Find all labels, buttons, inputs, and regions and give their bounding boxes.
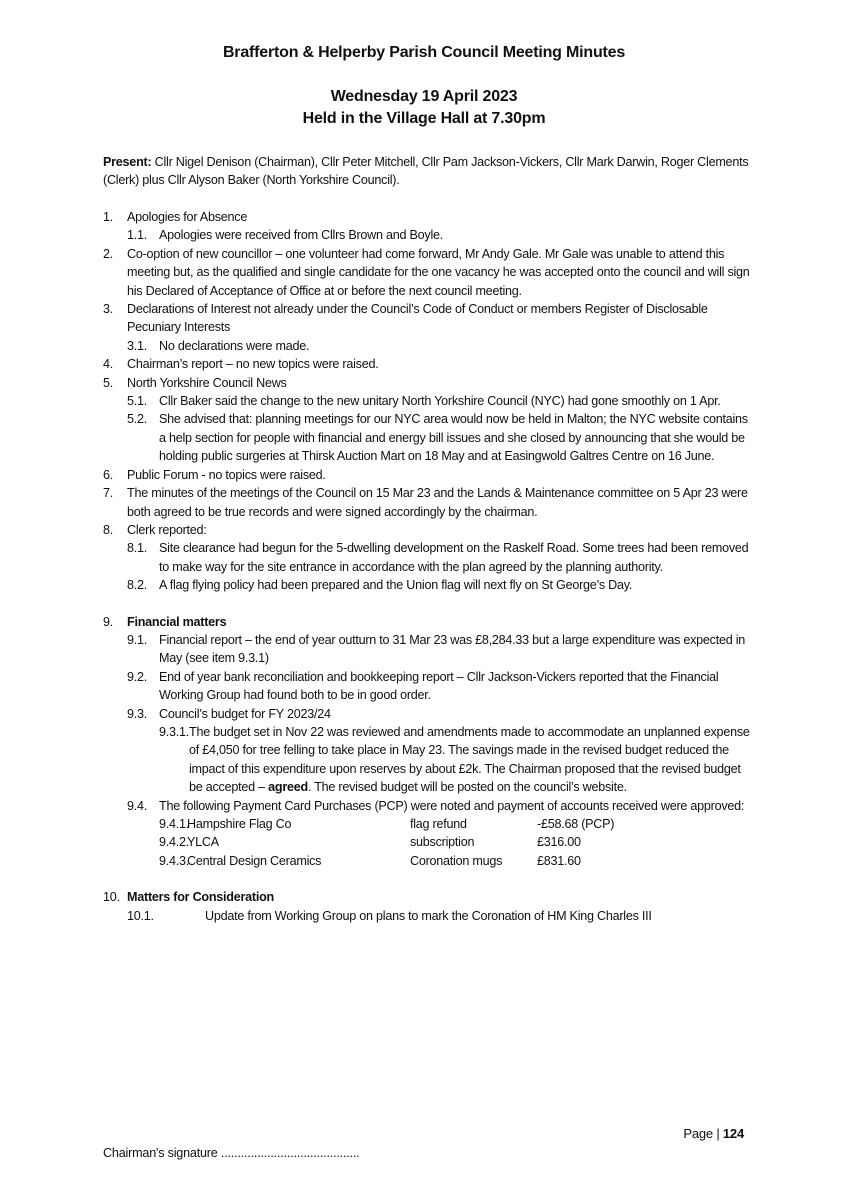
item-text: The minutes of the meetings of the Council on 15 Mar 23 and the Lands & Maintenance committee on 5 Apr 23 were both agreed to be true records and were signed accordingly by the chairman. bbox=[127, 486, 748, 519]
item-text: Financial report – the end of year outturn to 31 Mar 23 was £8,284.33 but a large expenditure was expected in May (see item 9.3.1) bbox=[159, 632, 746, 666]
item-number: 10.1. bbox=[127, 908, 154, 923]
item-3 bbox=[103, 300, 753, 337]
page-number bbox=[683, 1126, 744, 1141]
item-heading: Financial matters bbox=[127, 614, 227, 629]
spacer bbox=[103, 870, 753, 888]
item-3-1 bbox=[103, 337, 753, 355]
attendees-paragraph bbox=[103, 153, 753, 190]
item-number: 9.1. bbox=[127, 632, 148, 647]
item-heading: Matters for Consideration bbox=[127, 890, 274, 905]
item-number: 5.2. bbox=[127, 412, 148, 427]
item-8-2 bbox=[103, 576, 753, 594]
item-text: Clerk reported: bbox=[127, 522, 207, 537]
item-text: North Yorkshire Council News bbox=[127, 375, 287, 390]
item-9-3-1 bbox=[103, 723, 753, 797]
item-number: 2. bbox=[103, 246, 114, 261]
payment-vendor: YLCA bbox=[187, 835, 219, 850]
payments-table bbox=[103, 815, 753, 870]
item-number: 9.4. bbox=[127, 798, 148, 813]
payment-number: 9.4.3. bbox=[159, 853, 190, 868]
item-text: No declarations were made. bbox=[159, 338, 310, 353]
item-text: Council’s budget for FY 2023/24 bbox=[159, 706, 331, 721]
item-text: Declarations of Interest not already under the Council’s Code of Conduct or members Register of Disclosable Pecuniary Interests bbox=[127, 302, 708, 335]
payment-description: Coronation mugs bbox=[410, 853, 503, 868]
item-text-cont: . The revised budget will be posted on the council’s website. bbox=[307, 780, 627, 795]
page-value: 124 bbox=[722, 1126, 744, 1141]
item-text: Update from Working Group on plans to mark the Coronation of HM King Charles III bbox=[205, 908, 652, 923]
present-label: Present: bbox=[103, 155, 152, 169]
agreed-text: agreed bbox=[268, 780, 308, 795]
item-number: 4. bbox=[103, 357, 114, 372]
item-10 bbox=[103, 888, 753, 906]
item-2 bbox=[103, 245, 753, 300]
item-number: 9.2. bbox=[127, 669, 148, 684]
payment-row bbox=[103, 815, 753, 833]
item-number: 9.3.1. bbox=[159, 724, 190, 739]
item-1-1 bbox=[103, 226, 753, 244]
item-1 bbox=[103, 208, 753, 226]
item-number: 6. bbox=[103, 467, 114, 482]
item-number: 1. bbox=[103, 210, 114, 224]
meeting-date: Wednesday 19 April 2023 bbox=[330, 88, 518, 105]
item-8-1 bbox=[103, 539, 753, 576]
spacer bbox=[103, 595, 753, 613]
payment-amount: £831.60 bbox=[537, 853, 581, 868]
minutes-list bbox=[103, 208, 753, 925]
payment-description: flag refund bbox=[410, 817, 467, 831]
item-text: She advised that: planning meetings for our NYC area would now be held in Malton; the NYC website contains a help section for people with financial and energy bill issues and she closed by announcing that she would be holding public surgeries at Thirsk Auction Mart on 18 May and at Easingwold Galtres Centre on 16 June. bbox=[159, 412, 748, 464]
item-text: A flag flying policy had been prepared and the Union flag will next fly on St George’s Day. bbox=[159, 578, 633, 593]
item-9-3 bbox=[103, 705, 753, 723]
item-text: Co-option of new councillor – one volunteer had come forward, Mr Andy Gale. Mr Gale was unable to attend this meeting but, as the qualified and single candidate for the one vacancy he was accepted onto the council and will sign his Declared of Acceptance of Office at or before the next council meeting. bbox=[127, 246, 750, 298]
item-number: 8.1. bbox=[127, 541, 148, 556]
item-number: 5.1. bbox=[127, 394, 148, 409]
payment-amount: -£58.68 (PCP) bbox=[537, 817, 615, 831]
item-number: 3. bbox=[103, 302, 114, 317]
item-number: 5. bbox=[103, 375, 114, 390]
item-9-4 bbox=[103, 797, 753, 815]
item-7 bbox=[103, 484, 753, 521]
payment-row bbox=[103, 833, 753, 851]
item-text: Public Forum - no topics were raised. bbox=[127, 467, 326, 482]
item-text: Apologies for Absence bbox=[127, 210, 248, 224]
payment-number: 9.4.1. bbox=[159, 817, 190, 831]
item-text: Chairman’s report – no new topics were raised. bbox=[127, 357, 379, 372]
meeting-venue: Held in the Village Hall at 7.30pm bbox=[302, 110, 546, 127]
payment-vendor: Central Design Ceramics bbox=[187, 853, 322, 868]
item-number: 10. bbox=[103, 890, 120, 905]
item-number: 3.1. bbox=[127, 338, 148, 353]
item-10-1 bbox=[103, 907, 753, 925]
item-number: 9. bbox=[103, 614, 114, 629]
item-text: The following Payment Card Purchases (PCP) were noted and payment of accounts received were approved: bbox=[159, 798, 745, 813]
payment-amount: £316.00 bbox=[537, 835, 581, 850]
item-8 bbox=[103, 521, 753, 539]
item-9-1 bbox=[103, 631, 753, 668]
item-text: The budget set in Nov 22 was reviewed and amendments made to accommodate an unplanned expense of £4,050 for tree felling to take place in May 23. The savings made in the revised budget reduced the impact of this expenditure upon reserves by about £2k. The Chairman proposed that the revised budget be accepted – bbox=[189, 724, 750, 795]
item-text: End of year bank reconciliation and bookkeeping report – Cllr Jackson-Vickers reported that the Financial Working Group had found both to be in good order. bbox=[159, 669, 719, 703]
item-number: 7. bbox=[103, 486, 114, 501]
item-5 bbox=[103, 374, 753, 392]
item-5-2 bbox=[103, 410, 753, 465]
item-text: Cllr Baker said the change to the new unitary North Yorkshire Council (NYC) had gone smoothly on 1 Apr. bbox=[159, 394, 721, 409]
item-9 bbox=[103, 613, 753, 631]
payment-description: subscription bbox=[410, 835, 475, 850]
payment-number: 9.4.2. bbox=[159, 835, 190, 850]
chairman-signature-line: Chairman's signature .......................................... bbox=[103, 1146, 360, 1160]
payment-vendor: Hampshire Flag Co bbox=[187, 817, 292, 831]
item-4 bbox=[103, 355, 753, 373]
page-label: Page | bbox=[683, 1126, 723, 1141]
item-number: 8.2. bbox=[127, 578, 148, 593]
item-text: Site clearance had begun for the 5-dwelling development on the Raskelf Road. Some trees had been removed to make way for the site entrance in accordance with the plan agreed by the planning authority. bbox=[159, 541, 749, 574]
item-number: 1.1. bbox=[127, 228, 148, 243]
document-title: Brafferton & Helperby Parish Council Meeting Minutes bbox=[222, 44, 626, 61]
item-text: Apologies were received from Cllrs Brown and Boyle. bbox=[159, 228, 444, 243]
item-9-2 bbox=[103, 668, 753, 705]
item-number: 9.3. bbox=[127, 706, 148, 721]
item-5-1 bbox=[103, 392, 753, 410]
present-list: Cllr Nigel Denison (Chairman), Cllr Peter Mitchell, Cllr Pam Jackson-Vickers, Cllr Mark Darwin, Roger Clements (Clerk) plus Cllr Alyson Baker (North Yorkshire Council). bbox=[103, 155, 749, 188]
payment-row bbox=[103, 852, 753, 870]
item-6 bbox=[103, 466, 753, 484]
item-number: 8. bbox=[103, 522, 114, 537]
